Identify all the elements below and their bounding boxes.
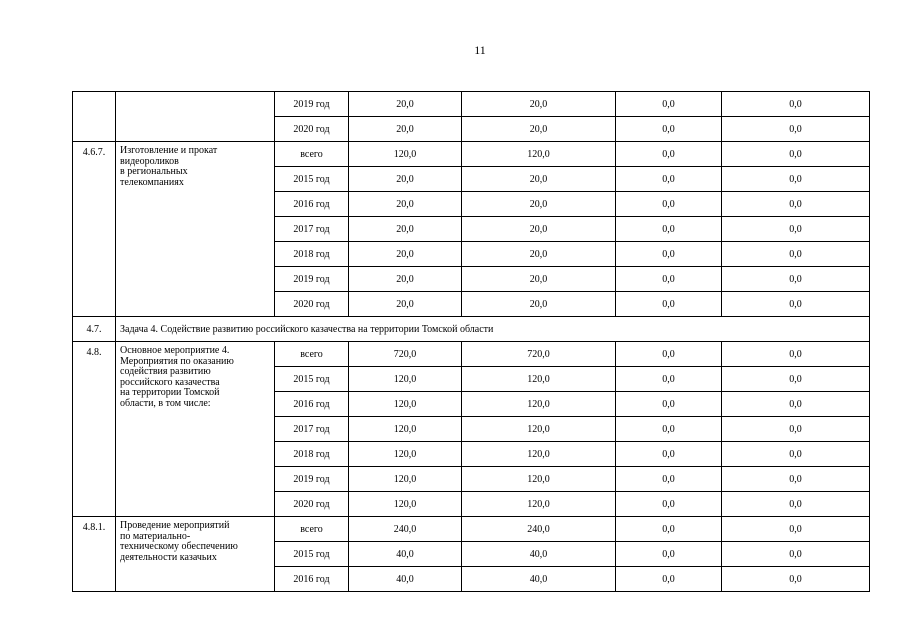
total-value: 20,0 bbox=[349, 217, 462, 242]
other-value: 0,0 bbox=[722, 242, 870, 267]
period-cell: 2016 год bbox=[275, 192, 349, 217]
budget-value: 20,0 bbox=[462, 267, 616, 292]
item-index: 4.6.7. bbox=[73, 142, 116, 317]
budget-value: 240,0 bbox=[462, 517, 616, 542]
federal-value: 0,0 bbox=[616, 167, 722, 192]
federal-value: 0,0 bbox=[616, 242, 722, 267]
budget-value: 120,0 bbox=[462, 442, 616, 467]
table-row bbox=[73, 92, 870, 117]
total-value: 20,0 bbox=[349, 167, 462, 192]
budget-value: 40,0 bbox=[462, 567, 616, 592]
other-value: 0,0 bbox=[722, 142, 870, 167]
federal-value: 0,0 bbox=[616, 442, 722, 467]
period-cell: 2015 год bbox=[275, 367, 349, 392]
total-value: 20,0 bbox=[349, 292, 462, 317]
budget-value: 120,0 bbox=[462, 367, 616, 392]
period-cell: 2017 год bbox=[275, 217, 349, 242]
item-name bbox=[116, 92, 275, 142]
total-value: 20,0 bbox=[349, 92, 462, 117]
budget-value: 720,0 bbox=[462, 342, 616, 367]
other-value: 0,0 bbox=[722, 117, 870, 142]
period-cell: всего bbox=[275, 517, 349, 542]
federal-value: 0,0 bbox=[616, 542, 722, 567]
other-value: 0,0 bbox=[722, 467, 870, 492]
task-text: Задача 4. Содействие развитию российского казачества на территории Томской области bbox=[116, 317, 870, 342]
period-cell: 2019 год bbox=[275, 467, 349, 492]
total-value: 120,0 bbox=[349, 417, 462, 442]
total-value: 40,0 bbox=[349, 542, 462, 567]
federal-value: 0,0 bbox=[616, 142, 722, 167]
table-row bbox=[73, 517, 870, 542]
other-value: 0,0 bbox=[722, 542, 870, 567]
federal-value: 0,0 bbox=[616, 342, 722, 367]
period-cell: 2020 год bbox=[275, 492, 349, 517]
budget-value: 40,0 bbox=[462, 542, 616, 567]
budget-value: 120,0 bbox=[462, 492, 616, 517]
other-value: 0,0 bbox=[722, 442, 870, 467]
budget-table bbox=[72, 91, 870, 592]
total-value: 20,0 bbox=[349, 117, 462, 142]
total-value: 120,0 bbox=[349, 392, 462, 417]
federal-value: 0,0 bbox=[616, 117, 722, 142]
total-value: 20,0 bbox=[349, 267, 462, 292]
budget-value: 20,0 bbox=[462, 167, 616, 192]
other-value: 0,0 bbox=[722, 492, 870, 517]
period-cell: всего bbox=[275, 142, 349, 167]
other-value: 0,0 bbox=[722, 167, 870, 192]
total-value: 120,0 bbox=[349, 492, 462, 517]
budget-value: 20,0 bbox=[462, 92, 616, 117]
other-value: 0,0 bbox=[722, 342, 870, 367]
table-row bbox=[73, 142, 870, 167]
total-value: 120,0 bbox=[349, 142, 462, 167]
federal-value: 0,0 bbox=[616, 267, 722, 292]
period-cell: 2018 год bbox=[275, 442, 349, 467]
budget-value: 20,0 bbox=[462, 242, 616, 267]
other-value: 0,0 bbox=[722, 517, 870, 542]
federal-value: 0,0 bbox=[616, 417, 722, 442]
period-cell: 2019 год bbox=[275, 267, 349, 292]
other-value: 0,0 bbox=[722, 217, 870, 242]
federal-value: 0,0 bbox=[616, 492, 722, 517]
period-cell: 2020 год bbox=[275, 117, 349, 142]
budget-value: 120,0 bbox=[462, 392, 616, 417]
budget-value: 20,0 bbox=[462, 192, 616, 217]
item-index bbox=[73, 92, 116, 142]
total-value: 20,0 bbox=[349, 242, 462, 267]
task-row bbox=[73, 317, 870, 342]
federal-value: 0,0 bbox=[616, 517, 722, 542]
period-cell: 2017 год bbox=[275, 417, 349, 442]
period-cell: всего bbox=[275, 342, 349, 367]
period-cell: 2019 год bbox=[275, 92, 349, 117]
item-name: Проведение мероприятий по материально- техническому обеспечению деятельности казачьих bbox=[116, 517, 275, 592]
total-value: 120,0 bbox=[349, 442, 462, 467]
period-cell: 2015 год bbox=[275, 167, 349, 192]
budget-value: 120,0 bbox=[462, 142, 616, 167]
other-value: 0,0 bbox=[722, 267, 870, 292]
other-value: 0,0 bbox=[722, 192, 870, 217]
total-value: 20,0 bbox=[349, 192, 462, 217]
table-row bbox=[73, 342, 870, 367]
total-value: 120,0 bbox=[349, 467, 462, 492]
budget-value: 120,0 bbox=[462, 467, 616, 492]
federal-value: 0,0 bbox=[616, 292, 722, 317]
other-value: 0,0 bbox=[722, 567, 870, 592]
budget-value: 20,0 bbox=[462, 217, 616, 242]
item-index: 4.8.1. bbox=[73, 517, 116, 592]
item-name: Основное мероприятие 4. Мероприятия по оказанию содействия развитию российского казачества на территории Томской области, в том числе: bbox=[116, 342, 275, 517]
federal-value: 0,0 bbox=[616, 392, 722, 417]
other-value: 0,0 bbox=[722, 292, 870, 317]
period-cell: 2016 год bbox=[275, 567, 349, 592]
task-index: 4.7. bbox=[73, 317, 116, 342]
other-value: 0,0 bbox=[722, 92, 870, 117]
other-value: 0,0 bbox=[722, 417, 870, 442]
total-value: 120,0 bbox=[349, 367, 462, 392]
other-value: 0,0 bbox=[722, 392, 870, 417]
total-value: 240,0 bbox=[349, 517, 462, 542]
period-cell: 2016 год bbox=[275, 392, 349, 417]
budget-value: 20,0 bbox=[462, 117, 616, 142]
item-index: 4.8. bbox=[73, 342, 116, 517]
table-body bbox=[73, 92, 870, 592]
budget-value: 120,0 bbox=[462, 417, 616, 442]
item-name: Изготовление и прокат видеороликов в региональных телекомпаниях bbox=[116, 142, 275, 317]
period-cell: 2015 год bbox=[275, 542, 349, 567]
total-value: 40,0 bbox=[349, 567, 462, 592]
federal-value: 0,0 bbox=[616, 567, 722, 592]
other-value: 0,0 bbox=[722, 367, 870, 392]
federal-value: 0,0 bbox=[616, 467, 722, 492]
page-number: 11 bbox=[474, 43, 486, 57]
federal-value: 0,0 bbox=[616, 217, 722, 242]
period-cell: 2018 год bbox=[275, 242, 349, 267]
period-cell: 2020 год bbox=[275, 292, 349, 317]
total-value: 720,0 bbox=[349, 342, 462, 367]
budget-value: 20,0 bbox=[462, 292, 616, 317]
federal-value: 0,0 bbox=[616, 192, 722, 217]
federal-value: 0,0 bbox=[616, 92, 722, 117]
federal-value: 0,0 bbox=[616, 367, 722, 392]
